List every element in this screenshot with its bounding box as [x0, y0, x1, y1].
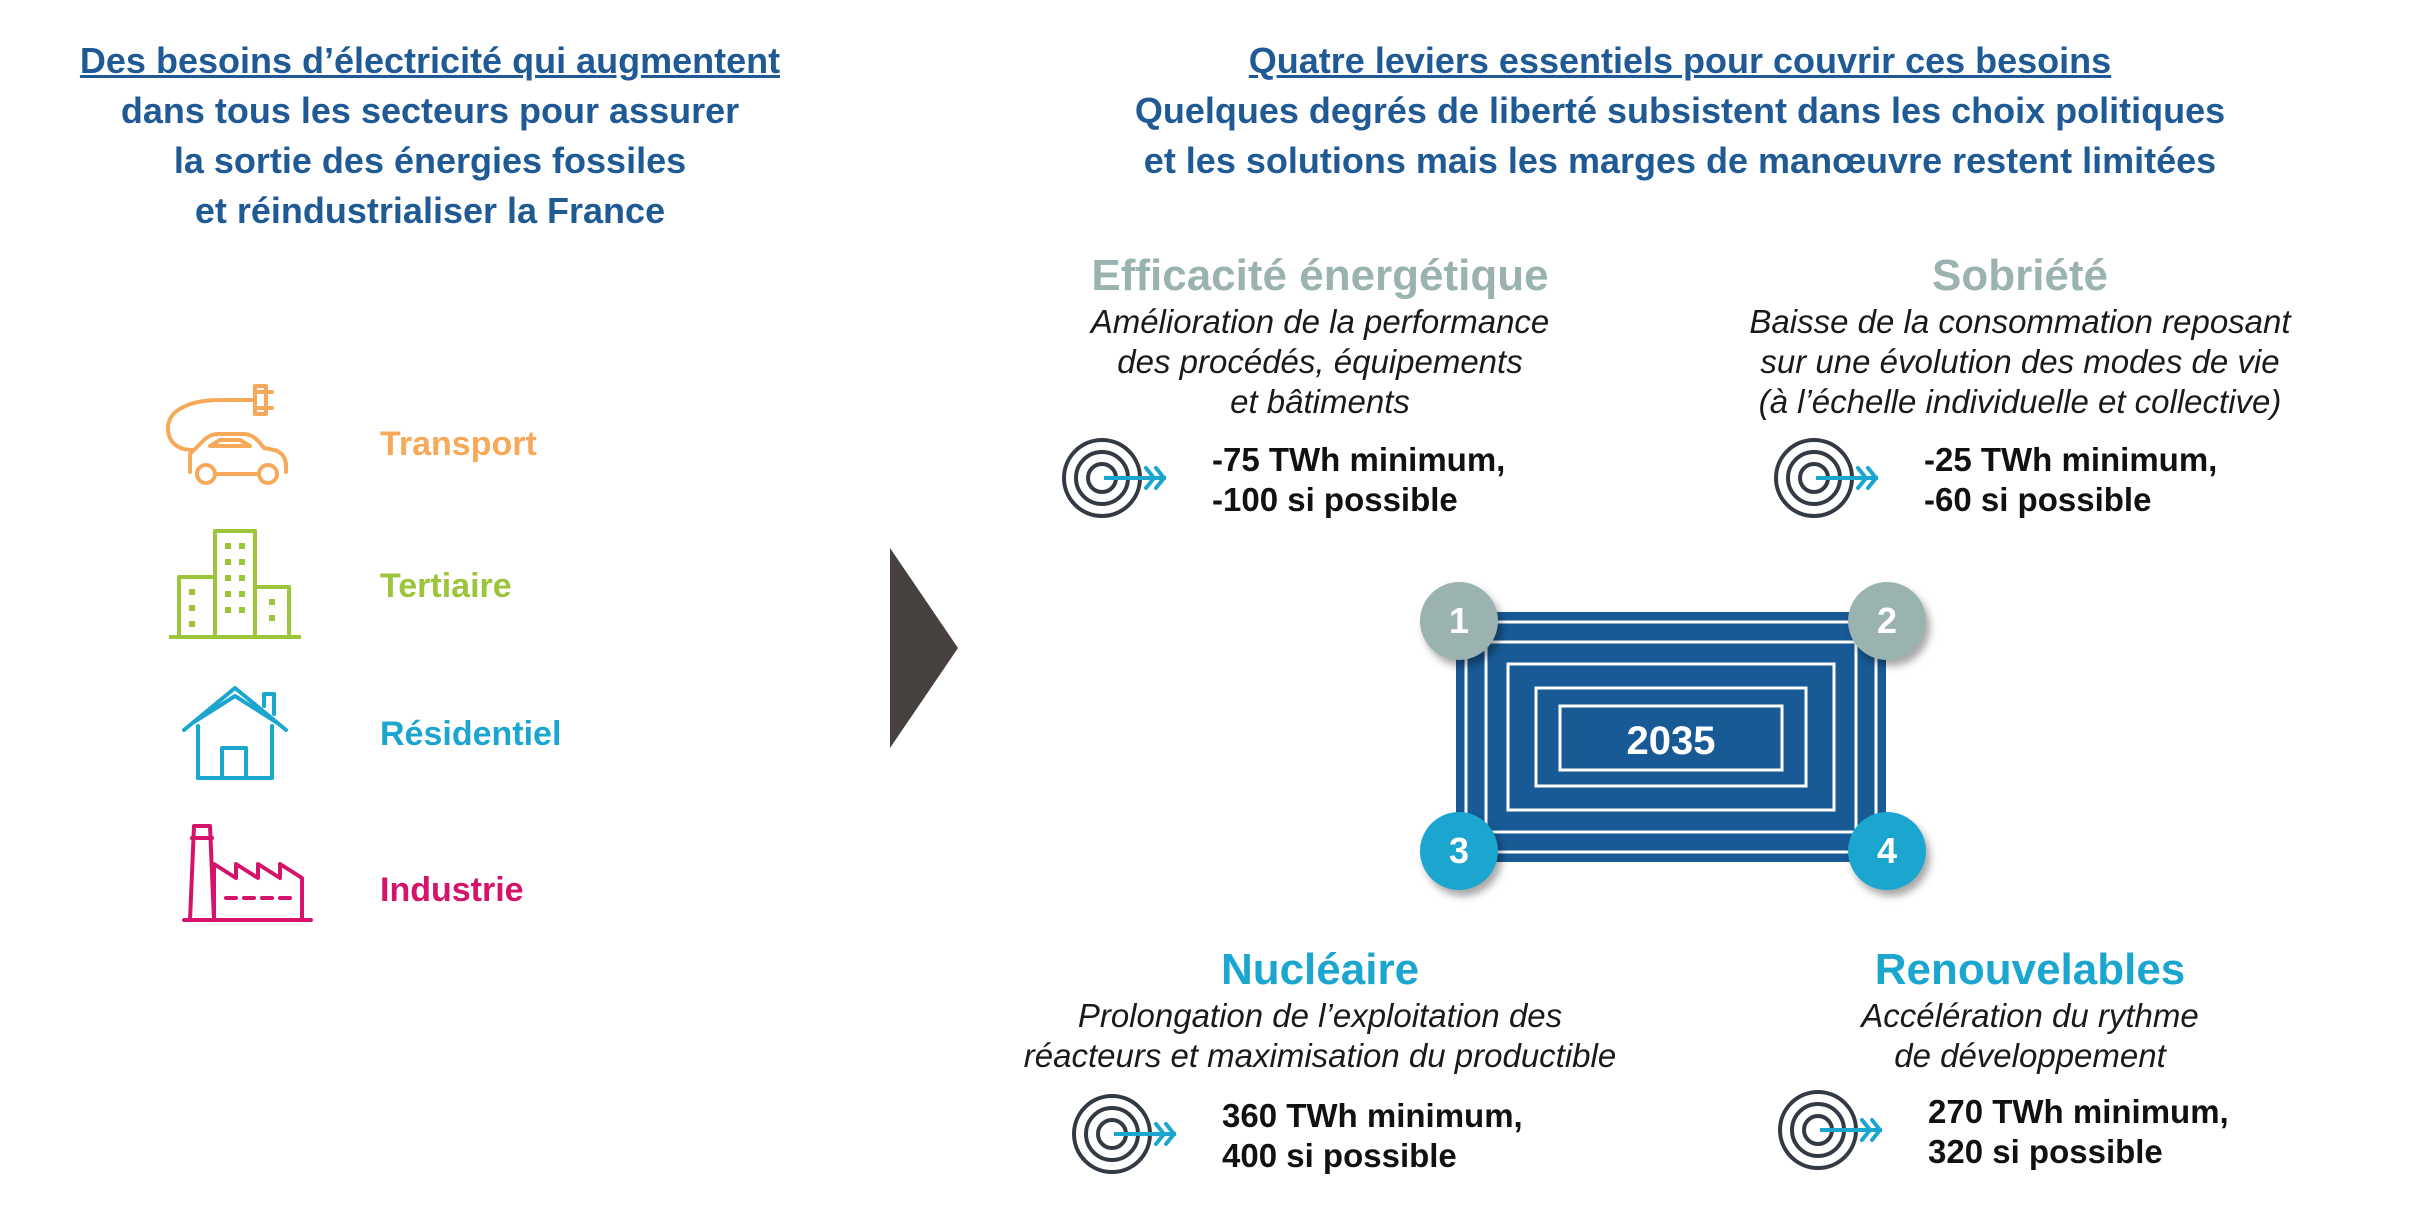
lever-value-line: 400 si possible [1222, 1137, 1457, 1174]
arrow-right-icon [890, 548, 960, 748]
factory-icon [180, 820, 315, 925]
right-heading-line3: et les solutions mais les marges de manœuvre restent limitées [1143, 140, 2217, 181]
lever-desc-line: Baisse de la consommation reposant [1749, 303, 2291, 340]
left-heading-line1: Des besoins d’électricité qui augmentent [79, 40, 781, 81]
badge-2: 2 [1848, 582, 1926, 660]
lever-desc-line: Prolongation de l’exploitation des [1077, 997, 1563, 1034]
lever-title-nucleaire: Nucléaire [1220, 945, 1420, 994]
badge-1: 1 [1420, 582, 1498, 660]
left-heading-line4: et réindustrialiser la France [194, 190, 666, 231]
lever-desc-line: Accélération du rythme [1861, 997, 2199, 1034]
lever-desc-line: Amélioration de la performance [1090, 303, 1550, 340]
lever-value-line: 320 si possible [1928, 1133, 2163, 1170]
lever-desc-line: sur une évolution des modes de vie [1760, 343, 2280, 380]
lever-value-line: 360 TWh minimum, [1222, 1097, 1523, 1134]
electric-car-icon [160, 380, 300, 490]
lever-title-sobriete: Sobriété [1931, 251, 2109, 300]
lever-value-line: -100 si possible [1212, 481, 1458, 518]
lever-title-efficacite: Efficacité énergétique [1091, 251, 1549, 300]
lever-desc-nucleaire [980, 996, 1660, 1076]
left-heading [30, 36, 830, 236]
target-icon [1070, 1092, 1180, 1176]
right-heading [1000, 36, 2360, 186]
left-heading-line3: la sortie des énergies fossiles [173, 140, 687, 181]
lever-value-renouvelables [1928, 1092, 2229, 1172]
center-year: 2035 [1626, 719, 1716, 763]
sector-label-residentiel: Résidentiel [380, 715, 562, 753]
lever-value-nucleaire [1222, 1096, 1523, 1176]
right-heading-line2: Quelques degrés de liberté subsistent dans les choix politiques [1134, 90, 2226, 131]
lever-desc-sobriete [1690, 302, 2350, 422]
target-icon [1772, 436, 1882, 520]
lever-title-renouvelables: Renouvelables [1874, 945, 2186, 994]
lever-value-efficacite [1212, 440, 1505, 520]
lever-value-line: -60 si possible [1924, 481, 2152, 518]
lever-desc-line: (à l’échelle individuelle et collective) [1758, 383, 2282, 420]
sector-label-industrie: Industrie [380, 871, 524, 909]
lever-desc-efficacite [980, 302, 1660, 422]
lever-desc-line: des procédés, équipements [1117, 343, 1523, 380]
lever-desc-renouvelables [1700, 996, 2360, 1076]
lever-value-line: -75 TWh minimum, [1212, 441, 1506, 478]
right-heading-line1: Quatre leviers essentiels pour couvrir ces besoins [1248, 40, 2112, 81]
lever-desc-line: réacteurs et maximisation du productible [1023, 1037, 1617, 1074]
lever-value-sobriete [1924, 440, 2217, 520]
lever-desc-line: et bâtiments [1230, 383, 1410, 420]
badge-3: 3 [1420, 812, 1498, 890]
badge-4: 4 [1848, 812, 1926, 890]
target-icon [1776, 1088, 1886, 1172]
lever-value-line: 270 TWh minimum, [1928, 1093, 2229, 1130]
left-heading-line2: dans tous les secteurs pour assurer [120, 90, 740, 131]
sector-label-tertiaire: Tertiaire [380, 567, 512, 605]
target-icon [1060, 436, 1170, 520]
house-icon [180, 682, 290, 782]
lever-value-line: -25 TWh minimum, [1924, 441, 2218, 478]
sector-label-transport: Transport [380, 425, 537, 463]
lever-desc-line: de développement [1894, 1037, 2166, 1074]
office-building-icon [165, 525, 305, 640]
